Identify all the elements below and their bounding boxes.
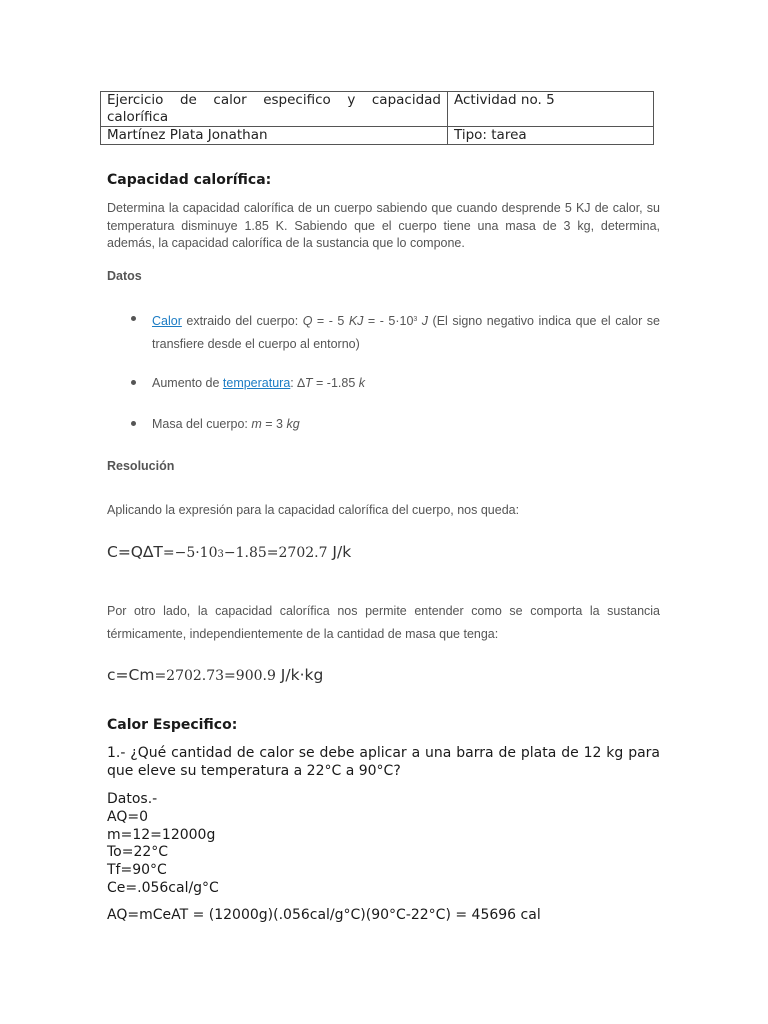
bullet-text: = - 5·10 [363, 314, 414, 328]
list-item: Datos.- [107, 791, 158, 807]
bullet-mass [152, 413, 660, 436]
unit-j: J [417, 314, 429, 328]
calor-link[interactable]: Calor [152, 314, 182, 328]
formula-middle: −1.85=2702.7 [223, 545, 328, 561]
bullet-dot [131, 316, 136, 321]
unit-kg: kg [286, 417, 300, 431]
bullet-text: : ∆ [290, 376, 305, 390]
heat-capacity-formula [107, 543, 351, 561]
task-type-cell: Tipo: tarea [448, 127, 654, 145]
bullet-dot [131, 380, 136, 385]
table-row [101, 127, 654, 145]
formula-exponent: 3 [217, 549, 224, 560]
list-item: To=22°C [107, 844, 169, 861]
list-item: m=12=12000g [107, 826, 216, 843]
result-equation: AQ=mCeAT = (12000g)(.056cal/g°C)(90°C-22°C) = 45696 cal [107, 907, 541, 923]
formula-left: C=Q∆T [107, 543, 163, 561]
section-heading-heat-capacity: Capacidad calorífica: [107, 172, 272, 188]
list-item: AQ=0 [107, 808, 148, 825]
exercise-title-cell: Ejercicio de calor especifico y capacidad calorífica [101, 92, 448, 127]
activity-number-cell: Actividad no. 5 [448, 92, 654, 127]
specific-heat-formula [107, 666, 323, 684]
author-cell: Martínez Plata Jonathan [101, 127, 448, 145]
list-item: Ce=.056cal/g°C [107, 879, 219, 896]
formula-unit: J/k [327, 543, 352, 561]
bullet-temperature-change [152, 372, 660, 395]
list-item: Tf=90°C [107, 862, 167, 879]
table-row [101, 92, 654, 127]
formula-unit: J/k·kg [275, 666, 324, 684]
variable-m: m [251, 417, 262, 431]
formula-left: c=Cm [107, 666, 155, 684]
exponent: 3 [413, 316, 418, 323]
datos-heading: Datos [107, 269, 142, 283]
bullet-text: Masa del cuerpo: [152, 417, 252, 431]
unit-k: k [358, 376, 365, 390]
datos-list [107, 791, 219, 898]
header-table [100, 91, 654, 145]
resolucion-heading: Resolución [107, 459, 175, 473]
bullet-text: Aumento de [152, 376, 223, 390]
formula-middle: =−5·10 [162, 545, 218, 561]
bullet-text: (El signo negativo indica que el calor se transfiere desde el cuerpo al entorno) [152, 314, 660, 351]
bullet-dot [131, 421, 136, 426]
por-otro-lado-text: Por otro lado, la capacidad calorífica nos permite entender como se comporta la sustancia térmicamente, independientemente de la cantidad de masa que tenga: [107, 604, 660, 641]
bullet-text: = 3 [261, 417, 287, 431]
question-text: 1.- ¿Qué cantidad de calor se debe aplicar a una barra de plata de 12 kg para que eleve su temperatura a 22°C a 90°C? [107, 745, 660, 779]
variable-t: T [304, 376, 313, 390]
unit-kj: KJ [348, 314, 364, 328]
variable-q: Q [302, 314, 313, 328]
temperatura-link[interactable]: temperatura [222, 376, 291, 390]
formula-middle: =2702.73=900.9 [154, 668, 276, 684]
bullet-heat-extracted [152, 308, 660, 356]
aplicando-text: Aplicando la expresión para la capacidad calorífica del cuerpo, nos queda: [107, 503, 520, 517]
section-heading-specific-heat: Calor Especifico: [107, 717, 238, 733]
bullet-text: = - 5 [312, 314, 349, 328]
bullet-text: extraido del cuerpo: [181, 314, 303, 328]
problem-statement: Determina la capacidad calorífica de un cuerpo sabiendo que cuando desprende 5 KJ de calor, su temperatura disminuye 1.85 K. Sabiendo que el cuerpo tiene una masa de 3 kg, determina, además, la capacidad calorífica de la sustancia que lo compone. [107, 201, 660, 250]
bullet-text: = -1.85 [312, 376, 359, 390]
